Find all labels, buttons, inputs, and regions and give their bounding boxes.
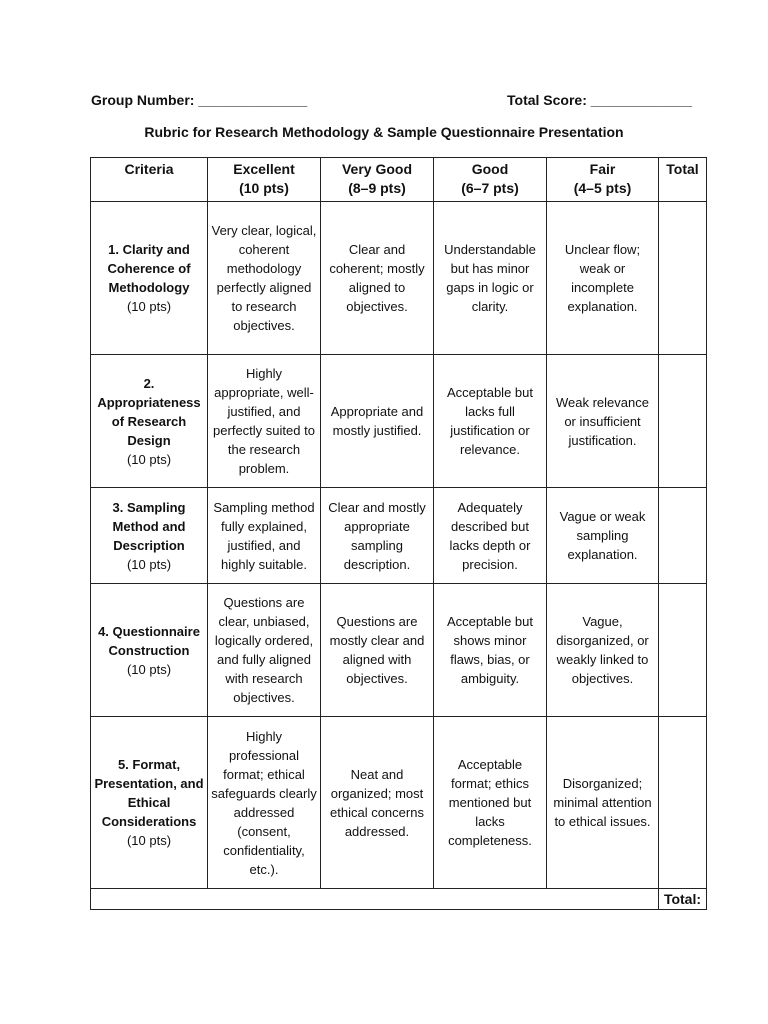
header-good	[434, 158, 547, 202]
very-good-cell: Neat and organized; most ethical concerns addressed.	[321, 717, 434, 889]
criteria-name: 1. Clarity and Coherence of Methodology	[107, 242, 191, 295]
criteria-points: (10 pts)	[126, 299, 172, 314]
table-row	[91, 584, 707, 717]
excellent-cell: Questions are clear, unbiased, logically ordered, and fully aligned with research objectives.	[208, 584, 321, 717]
header-good-points: (6–7 pts)	[461, 180, 519, 196]
criteria-cell	[91, 584, 208, 717]
excellent-cell: Very clear, logical, coherent methodology perfectly aligned to research objectives.	[208, 202, 321, 355]
good-cell: Acceptable but lacks full justification or relevance.	[434, 355, 547, 488]
criteria-cell	[91, 488, 208, 584]
criteria-cell	[91, 717, 208, 889]
header-total	[659, 158, 707, 202]
header-excellent-points: (10 pts)	[239, 180, 289, 196]
fair-cell: Weak relevance or insufficient justification.	[547, 355, 659, 488]
good-cell: Acceptable but shows minor flaws, bias, or ambiguity.	[434, 584, 547, 717]
good-cell: Adequately described but lacks depth or precision.	[434, 488, 547, 584]
table-row	[91, 488, 707, 584]
group-number-field: Group Number: ______________	[91, 92, 308, 108]
header-fair	[547, 158, 659, 202]
table-row	[91, 717, 707, 889]
excellent-cell: Sampling method fully explained, justified, and highly suitable.	[208, 488, 321, 584]
very-good-cell: Clear and coherent; mostly aligned to objectives.	[321, 202, 434, 355]
criteria-name: 4. Questionnaire Construction	[98, 623, 200, 658]
total-cell[interactable]	[659, 202, 707, 355]
table-row	[91, 202, 707, 355]
excellent-cell: Highly appropriate, well-justified, and perfectly suited to the research problem.	[208, 355, 321, 488]
header-very-good-label: Very Good	[341, 161, 413, 177]
header-fair-label: Fair	[589, 161, 616, 177]
good-cell: Acceptable format; ethics mentioned but lacks completeness.	[434, 717, 547, 889]
criteria-points: (10 pts)	[126, 451, 172, 467]
fair-cell: Disorganized; minimal attention to ethical issues.	[547, 717, 659, 889]
header-fair-points: (4–5 pts)	[573, 180, 632, 196]
criteria-name: 5. Format, Presentation, and Ethical Considerations	[94, 757, 204, 829]
header-very-good-points: (8–9 pts)	[348, 180, 406, 196]
total-cell[interactable]	[659, 584, 707, 717]
excellent-cell: Highly professional format; ethical safeguards clearly addressed (consent, confidentiality, etc.).	[208, 717, 321, 889]
table-row	[91, 355, 707, 488]
criteria-points: (10 pts)	[126, 833, 172, 848]
total-cell[interactable]	[659, 717, 707, 889]
grand-total-label: Total:	[659, 889, 707, 910]
total-row-spacer	[91, 889, 659, 910]
very-good-cell: Questions are mostly clear and aligned with objectives.	[321, 584, 434, 717]
fair-cell: Vague or weak sampling explanation.	[547, 488, 659, 584]
rubric-title: Rubric for Research Methodology & Sample Questionnaire Presentation	[144, 124, 624, 140]
very-good-cell: Appropriate and mostly justified.	[321, 355, 434, 488]
criteria-points: (10 pts)	[126, 556, 172, 572]
fair-cell: Unclear flow; weak or incomplete explanation.	[547, 202, 659, 355]
criteria-cell	[91, 202, 208, 355]
rubric-table	[90, 157, 707, 910]
criteria-points: (10 pts)	[126, 661, 172, 677]
header-criteria	[91, 158, 208, 202]
criteria-name: 3. Sampling Method and Description	[112, 499, 186, 553]
good-cell: Understandable but has minor gaps in logic or clarity.	[434, 202, 547, 355]
fair-cell: Vague, disorganized, or weakly linked to objectives.	[547, 584, 659, 717]
header-excellent-label: Excellent	[233, 161, 295, 177]
criteria-name: 2. Appropriateness of Research Design	[97, 375, 201, 448]
header-good-label: Good	[471, 161, 509, 177]
header-very-good	[321, 158, 434, 202]
header-total-label: Total	[666, 161, 699, 177]
total-score-field: Total Score: _____________	[507, 92, 692, 108]
total-cell[interactable]	[659, 355, 707, 488]
criteria-cell	[91, 355, 208, 488]
very-good-cell: Clear and mostly appropriate sampling description.	[321, 488, 434, 584]
total-row	[91, 889, 707, 910]
total-cell[interactable]	[659, 488, 707, 584]
header-excellent	[208, 158, 321, 202]
header-criteria-label: Criteria	[124, 161, 174, 177]
header-row	[91, 158, 707, 202]
